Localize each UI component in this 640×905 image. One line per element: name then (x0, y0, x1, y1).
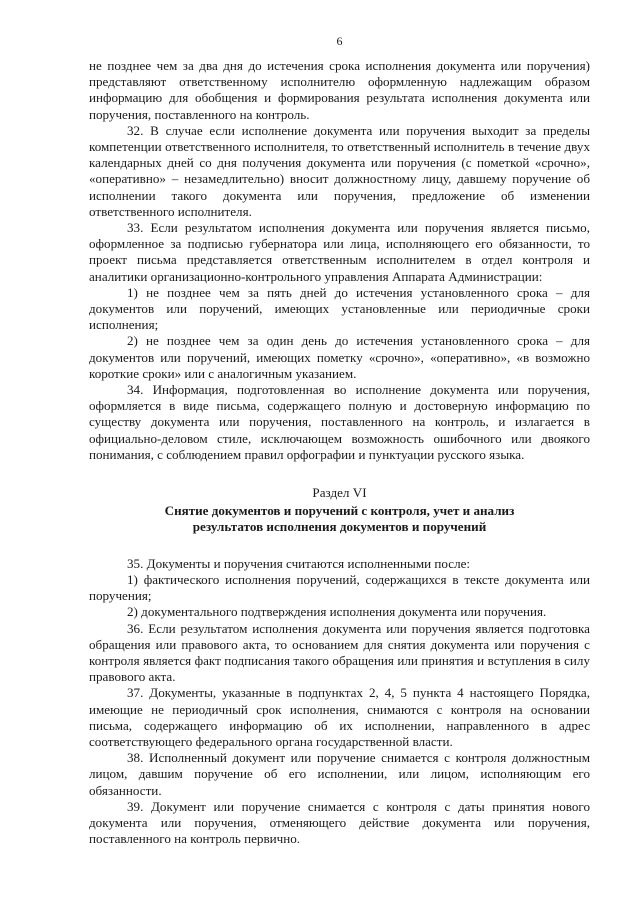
page-number: 6 (336, 34, 343, 48)
text-block-before (89, 58, 590, 463)
text-block-after (89, 556, 590, 848)
paragraph-35-item-2: 2) документального подтверждения исполнения документа или поручения. (127, 604, 547, 620)
paragraph-32: 32. В случае если исполнение документа или поручения выходит за пределы компетенции ответственного исполнителя, то ответственный исполнитель в течение двух календарных дней со дня получения документа или поручения (с пометкой «срочно», «оперативно» – незамедлительно) вносит должностному лицу, давшему поручение об исполнении такого документа или поручения, предложение об изменении ответственного исполнителя. (89, 122, 590, 219)
paragraph-35: 35. Документы и поручения считаются исполненными после: (127, 555, 471, 571)
paragraph-34: 34. Информация, подготовленная во исполнение документа или поручения, оформляется в виде письма, содержащего полную и достоверную информацию по существу документа или поручения, поставленного на контроль, и излагается в официально-деловом стиле, исключающем возможность ошибочного или двоякого понимания, с соблюдением правил орфографии и пунктуации русского языка. (89, 382, 590, 462)
section-heading (89, 503, 590, 535)
section-heading-line-1: Снятие документов и поручений с контроля, учет и анализ (164, 503, 515, 519)
paragraph-38: 38. Исполненный документ или поручение снимается с контроля должностным лицом, давшим поручение об его исполнении, или лицом, исполняющим его обязанности. (89, 750, 590, 798)
paragraph-39: 39. Документ или поручение снимается с контроля с даты принятия нового документа или поручения, отменяющего действие документа или поручения, поставленного на контроль первично. (89, 798, 590, 847)
paragraph-36: 36. Если результатом исполнения документа или поручения является подготовка обращения или правового акта, то основанием для снятия документа или поручения с контроля является факт подписания такого обращения или принятия и вступления в силу правового акта. (89, 620, 590, 685)
paragraph-37: 37. Документы, указанные в подпунктах 2, 4, 5 пункта 4 настоящего Порядка, имеющие не периодичный срок исполнения, снимаются с контроля на основании письма, содержащего информацию об их исполнении, направленного в адрес соответствующего федерального органа государственной власти. (89, 685, 590, 749)
section-heading-line-2: результатов исполнения документов и поручений (192, 519, 487, 535)
paragraph-continuation: не позднее чем за два дня до истечения срока исполнения документа или поручения) представляют ответственному исполнителю оформленную надлежащим образом информацию для обобщения и формирования результата исполнения документа или поручения, поставленного на контроль. (89, 58, 590, 122)
section-number: Раздел VI (312, 485, 367, 501)
paragraph-33-item-2: 2) не позднее чем за один день до истечения установленного срока – для документов или поручений, имеющих пометку «срочно», «оперативно», «в возможно короткие сроки» или с аналогичным указанием. (89, 333, 590, 381)
paragraph-33-item-1: 1) не позднее чем за пять дней до истечения установленного срока – для документов или поручений, имеющих установленные или периодичные сроки исполнения; (89, 284, 590, 333)
paragraph-33: 33. Если результатом исполнения документа или поручения является письмо, оформленное за подписью губернатора или лица, исполняющего его обязанности, то проект письма представляется ответственным исполнителем в отдел контроля и аналитики организационно-контрольного управления Аппарата Администрации: (89, 220, 590, 284)
paragraph-35-item-1: 1) фактического исполнения поручений, содержащихся в тексте документа или поручения; (89, 571, 590, 604)
